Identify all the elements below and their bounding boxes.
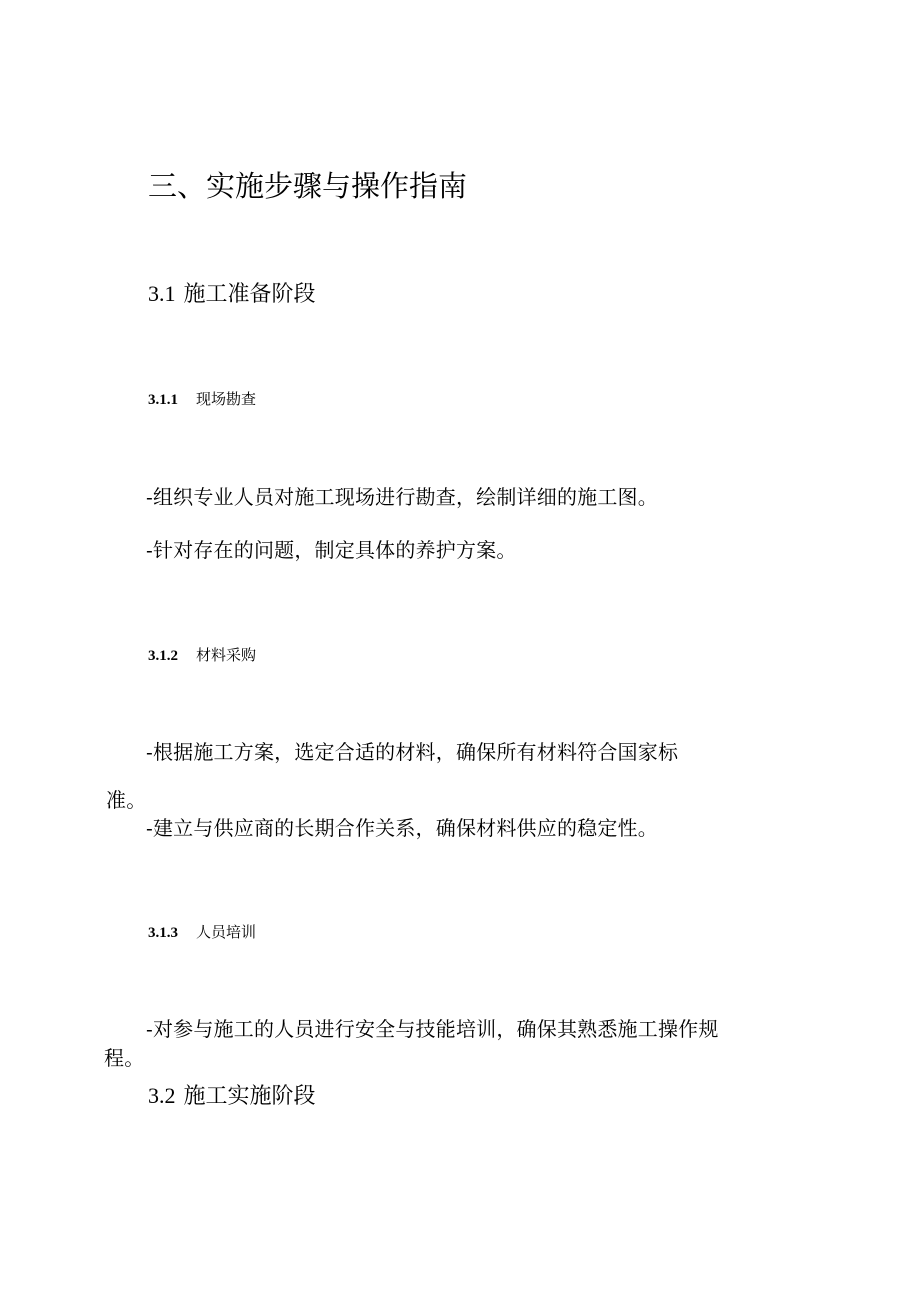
paragraph-line: -对参与施工的人员进行安全与技能培训，确保其熟悉施工操作规 xyxy=(146,1017,719,1041)
paragraph-line: -组织专业人员对施工现场进行勘查，绘制详细的施工图。 xyxy=(146,485,658,509)
subsection-heading-3-1-2 xyxy=(148,645,256,666)
section-heading-3-2 xyxy=(148,1082,316,1111)
subsection-number: 3.1.3 xyxy=(148,925,178,941)
subsection-title: 现场勘查 xyxy=(196,390,257,408)
section-number: 3.2 xyxy=(148,1083,176,1108)
subsection-number: 3.1.2 xyxy=(148,648,178,664)
subsection-title: 材料采购 xyxy=(196,646,257,664)
paragraph-line: -根据施工方案，选定合适的材料，确保所有材料符合国家标 xyxy=(146,740,679,764)
paragraph-line: 程。 xyxy=(104,1046,145,1070)
section-number: 3.1 xyxy=(148,281,176,306)
paragraph-line: -建立与供应商的长期合作关系，确保材料供应的稳定性。 xyxy=(146,816,658,840)
section-heading-3-1 xyxy=(148,280,316,309)
paragraph-line: -针对存在的问题，制定具体的养护方案。 xyxy=(146,538,517,562)
section-title: 施工准备阶段 xyxy=(183,282,316,307)
subsection-number: 3.1.1 xyxy=(148,392,178,408)
subsection-heading-3-1-3 xyxy=(148,922,256,943)
section-title: 施工实施阶段 xyxy=(183,1084,316,1109)
page-title: 三、实施步骤与操作指南 xyxy=(148,169,468,203)
subsection-heading-3-1-1 xyxy=(148,389,256,410)
paragraph-line: 准。 xyxy=(106,788,147,812)
subsection-title: 人员培训 xyxy=(196,923,257,941)
